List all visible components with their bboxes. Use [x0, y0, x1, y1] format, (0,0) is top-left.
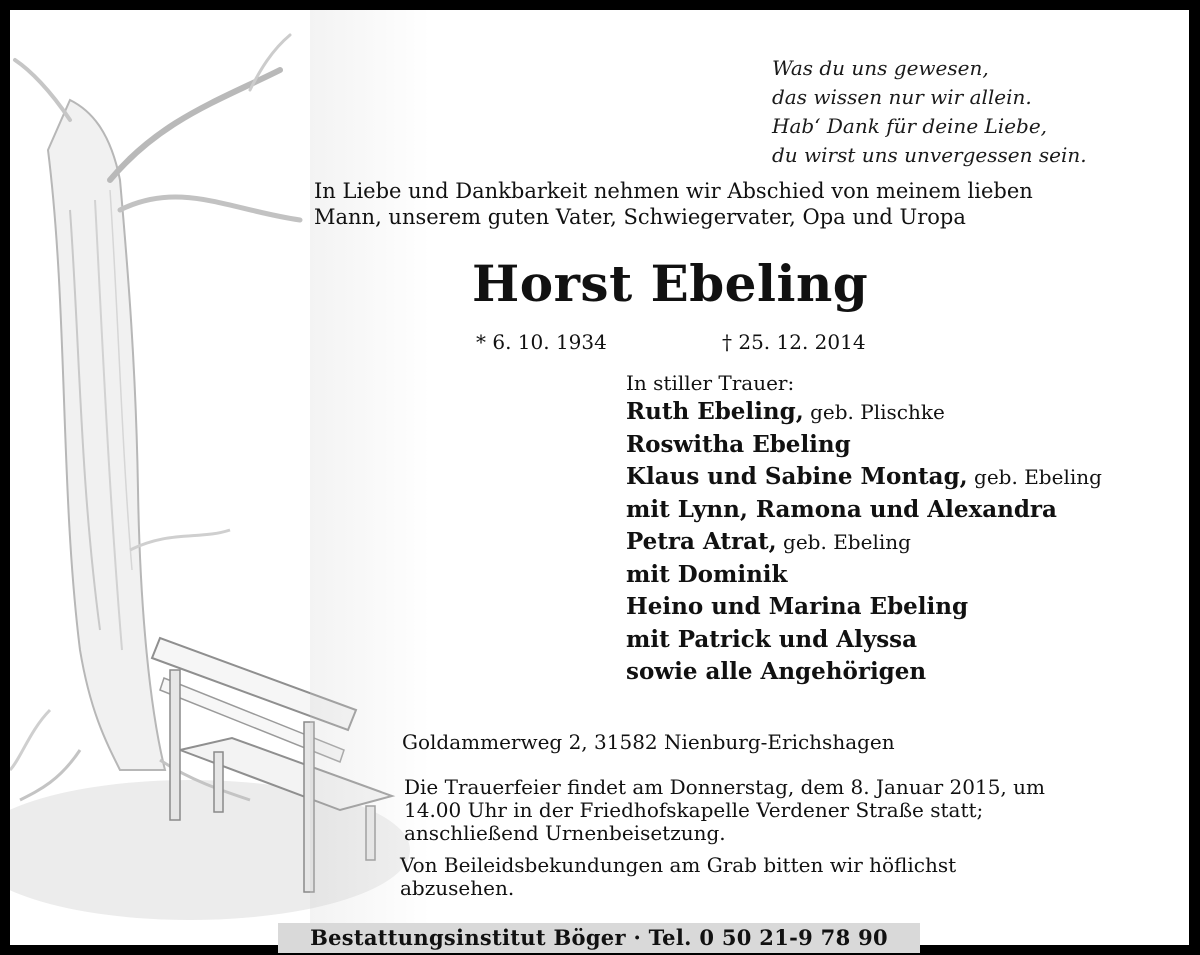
poem-line: das wissen nur wir allein. [772, 85, 1032, 109]
intro-text [314, 178, 1033, 230]
mourner-suffix: geb. Ebeling [776, 530, 911, 554]
mourners-heading: In stiller Trauer: [626, 371, 795, 395]
mourner-entry [626, 494, 1102, 527]
mourner-entry [626, 396, 1102, 429]
birth-date: * 6. 10. 1934 [476, 330, 607, 354]
ceremony-line: anschließend Urnenbeisetzung. [404, 821, 726, 845]
poem-line: Was du uns gewesen, [772, 56, 989, 80]
intro-line: Mann, unserem guten Vater, Schwiegervater, Opa und Uropa [314, 205, 966, 229]
ceremony-info [404, 776, 1045, 845]
poem [772, 54, 1087, 170]
poem-line: Hab‘ Dank für deine Liebe, [772, 114, 1048, 138]
mourner-entry [626, 624, 1102, 657]
mourner-suffix: geb. Ebeling [967, 465, 1102, 489]
address: Goldammerweg 2, 31582 Nienburg-Erichshagen [402, 730, 895, 754]
mourner-entry [626, 559, 1102, 592]
mourner-name: Petra Atrat, [626, 528, 777, 555]
mourner-entry [626, 461, 1102, 494]
condolence-line: abzusehen. [400, 876, 515, 900]
mourner-name: mit Patrick und Alyssa [626, 625, 917, 653]
mourner-entry [626, 591, 1102, 624]
mourner-entry [626, 656, 1102, 689]
mourner-name: Klaus und Sabine Montag, [626, 463, 968, 490]
ceremony-line: 14.00 Uhr in der Friedhofskapelle Verdener Straße statt; [404, 798, 984, 822]
mourner-name: sowie alle Angehörigen [626, 658, 927, 685]
mourner-name: Heino und Marina Ebeling [626, 593, 969, 620]
death-date: † 25. 12. 2014 [722, 330, 866, 354]
mourner-entry [626, 429, 1102, 462]
funeral-home-footer: Bestattungsinstitut Böger · Tel. 0 50 21-9 78 90 [278, 923, 920, 953]
mourner-name: mit Dominik [626, 560, 788, 588]
ceremony-line: Die Trauerfeier findet am Donnerstag, dem 8. Januar 2015, um [404, 775, 1045, 799]
mourner-suffix: geb. Plischke [803, 400, 945, 424]
mourner-name: Ruth Ebeling, [626, 398, 804, 425]
tree-bench-illustration [10, 10, 430, 945]
poem-line: du wirst uns unvergessen sein. [772, 143, 1087, 167]
deceased-name: Horst Ebeling [472, 254, 869, 313]
intro-line: In Liebe und Dankbarkeit nehmen wir Abschied von meinem lieben [314, 179, 1033, 203]
mourner-name: Roswitha Ebeling [626, 430, 851, 458]
condolence-line: Von Beileidsbekundungen am Grab bitten wir höflichst [400, 853, 957, 877]
mourner-name: mit Lynn, Ramona und Alexandra [626, 495, 1057, 523]
condolence-note [400, 854, 956, 900]
mourners-list [626, 370, 1102, 689]
mourner-entry [626, 526, 1102, 559]
